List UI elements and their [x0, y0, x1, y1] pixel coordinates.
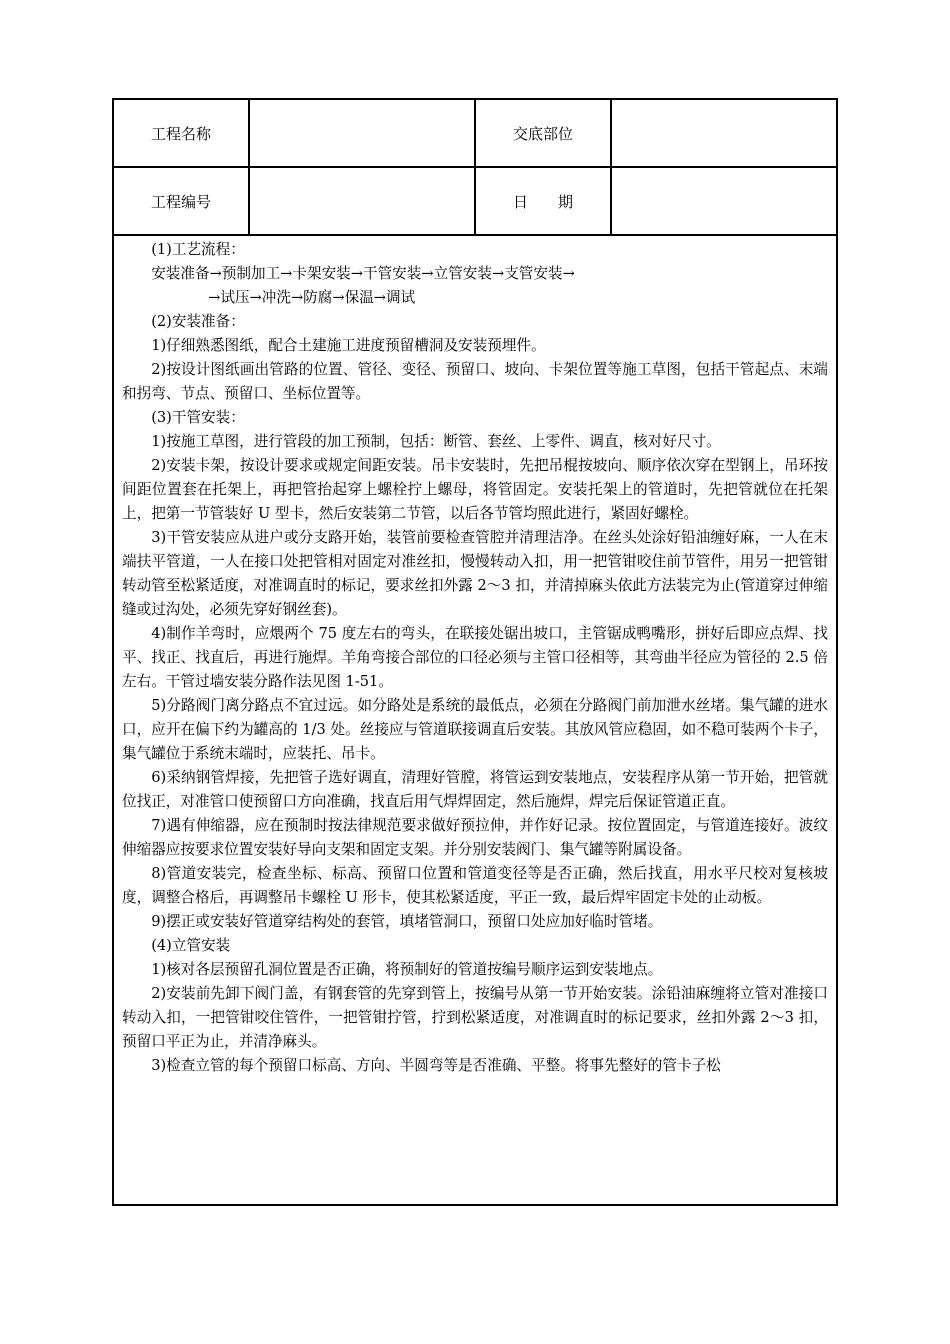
section-heading-riser: (4)立管安装 — [151, 937, 231, 954]
paragraph: 2)安装卡架，按设计要求或规定间距安装。吊卡安装时，先把吊棍按坡向、顺序依次穿在型钢上，吊环按间距位置套在托架上，再把管抬起穿上螺栓拧上螺母，将管固定。安装托架上的管道时，先把管就位在托架上，把第一节管装好 U 型卡，然后安装第二节管，以后各节管均照此进行，紧固好螺栓。 — [122, 457, 828, 522]
paragraph: 3)检查立管的每个预留口标高、方向、半圆弯等是否准确、平整。将事先整好的管卡子松 — [151, 1057, 721, 1074]
handover-part-field[interactable] — [612, 100, 836, 166]
process-flow-line-1: 安装准备→预制加工→卡架安装→干管安装→立管安装→支管安装→ — [151, 265, 575, 282]
project-name-label: 工程名称 — [114, 100, 250, 166]
paragraph: 9)摆正或安装好管道穿结构处的套管，填堵管洞口，预留口处应加好临时管堵。 — [151, 913, 663, 930]
section-heading-preparation: (2)安装准备： — [151, 313, 245, 330]
paragraph: 2)安装前先卸下阀门盖，有钢套管的先穿到管上，按编号从第一节开始安装。涂铅油麻缠将立管对准接口转动入扣，一把管钳咬住管件，一把管钳拧管，拧到松紧适度，对准调直时的标记要求，丝扣外露 2～3 扣，预留口平正为止，并清净麻头。 — [122, 985, 828, 1050]
paragraph: 8)管道安装完，检查坐标、标高、预留口位置和管道变径等是否正确，然后找直，用水平尺校对复核坡度，调整合格后，再调整吊卡螺栓 U 形卡，使其松紧适度，平正一致，最后焊牢固定卡处的止动板。 — [122, 865, 828, 906]
handover-content — [122, 238, 828, 1204]
date-field[interactable] — [612, 168, 836, 234]
project-name-field[interactable] — [250, 100, 476, 166]
project-no-label: 工程编号 — [114, 168, 250, 234]
handover-part-label: 交底部位 — [476, 100, 612, 166]
header-row-1 — [114, 100, 836, 168]
date-label: 日 期 — [476, 168, 612, 234]
paragraph: 6)采纳钢管焊接，先把管子选好调直，清理好管膛，将管运到安装地点，安装程序从第一节开始，把管就位找正，对准管口使预留口方向准确，找直后用气焊焊固定，然后施焊，焊完后保证管道正直。 — [122, 769, 828, 810]
header-row-2 — [114, 168, 836, 236]
paragraph: 5)分路阀门离分路点不宜过远。如分路处是系统的最低点，必须在分路阀门前加泄水丝堵。集气罐的进水口，应开在偏下约为罐高的 1/3 处。丝接应与管道联接调直后安装。其放风管应稳固，如不稳可装两个卡子，集气罐位于系统末端时，应装托、吊卡。 — [122, 697, 828, 762]
project-no-field[interactable] — [250, 168, 476, 234]
paragraph: 2)按设计图纸画出管路的位置、管径、变径、预留口、坡向、卡架位置等施工草图，包括干管起点、末端和拐弯、节点、预留口、坐标位置等。 — [122, 361, 828, 402]
section-heading-main-pipe: (3)干管安装： — [151, 409, 245, 426]
paragraph: 3)干管安装应从进户或分支路开始，装管前要检查管腔并清理洁净。在丝头处涂好铅油缠好麻，一人在末端扶平管道，一人在接口处把管相对固定对准丝扣，慢慢转动入扣，用一把管钳咬住前节管件，用另一把管钳转动管至松紧适度，对准调直时的标记，要求丝扣外露 2～3 扣，并清掉麻头依此方法装完为止(管道穿过伸缩缝或过沟处，必须先穿好钢丝套)。 — [122, 529, 828, 618]
paragraph: 1)核对各层预留孔洞位置是否正确，将预制好的管道按编号顺序运到安装地点。 — [151, 961, 663, 978]
technical-handover-form — [112, 98, 838, 1206]
section-heading-process: (1)工艺流程： — [151, 241, 245, 258]
paragraph: 1)按施工草图，进行管段的加工预制，包括：断管、套丝、上零件、调直，核对好尺寸。 — [151, 433, 721, 450]
paragraph: 1)仔细熟悉图纸，配合土建施工进度预留槽洞及安装预埋件。 — [151, 337, 546, 354]
process-flow-line-2: →试压→冲洗→防腐→保温→调试 — [208, 289, 416, 306]
paragraph: 7)遇有伸缩器，应在预制时按法律规范要求做好预拉伸，并作好记录。按位置固定，与管道连接好。波纹伸缩器应按要求位置安装好导向支架和固定支架。并分别安装阀门、集气罐等附属设备。 — [122, 817, 828, 858]
paragraph: 4)制作羊弯时，应煨两个 75 度左右的弯头，在联接处锯出坡口，主管锯成鸭嘴形，拼好后即应点焊、找平、找正、找直后，再进行施焊。羊角弯接合部位的口径必须与主管口径相等，其弯曲半径应为管径的 2.5 倍左右。干管过墙安装分路作法见图 1-51。 — [122, 625, 828, 690]
